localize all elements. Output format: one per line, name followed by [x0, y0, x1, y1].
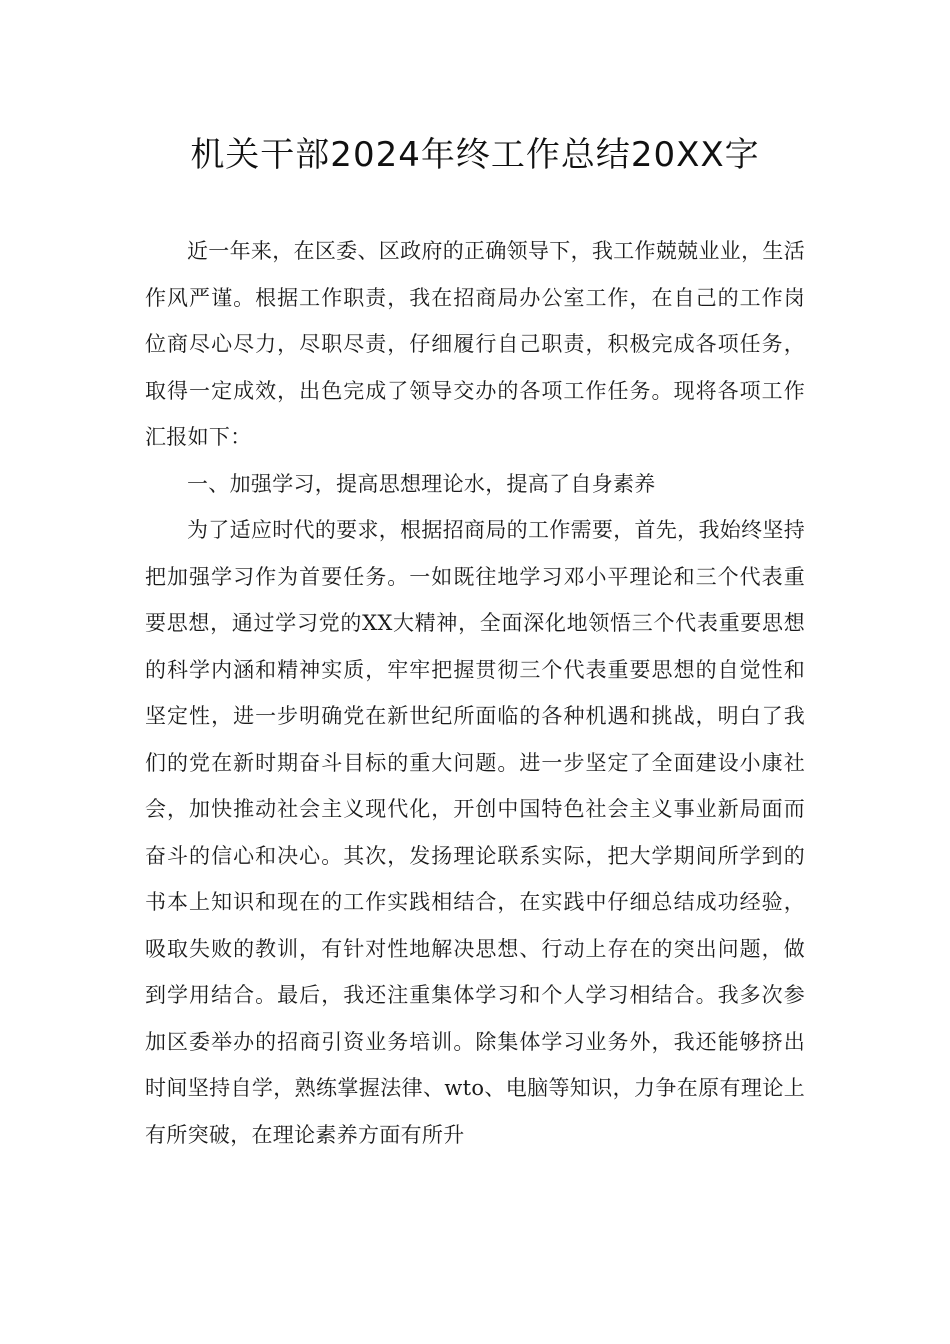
document-body	[145, 228, 805, 1158]
document-title: 机关干部2024年终工作总结20XX字	[190, 135, 760, 175]
section-heading: 一、加强学习，提高思想理论水，提高了自身素养	[187, 471, 656, 496]
intro-paragraph: 近一年来，在区委、区政府的正确领导下，我工作兢兢业业，生活作风严谨。根据工作职责，我在招商局办公室工作，在自己的工作岗位商尽心尽力，尽职尽责，仔细履行自己职责，积极完成各项任务，取得一定成效，出色完成了领导交办的各项工作任务。现将各项工作汇报如下：	[145, 239, 805, 449]
body-paragraph: 为了适应时代的要求，根据招商局的工作需要，首先，我始终坚持把加强学习作为首要任务。一如既往地学习邓小平理论和三个代表重要思想，通过学习党的XX大精神，全面深化地领悟三个代表重要思想的科学内涵和精神实质，牢牢把握贯彻三个代表重要思想的自觉性和坚定性，进一步明确党在新世纪所面临的各种机遇和挑战，明白了我们的党在新时期奋斗目标的重大问题。进一步坚定了全面建设小康社会，加快推动社会主义现代化，开创中国特色社会主义事业新局面而奋斗的信心和决心。其次，发扬理论联系实际，把大学期间所学到的书本上知识和现在的工作实践相结合，在实践中仔细总结成功经验，吸取失败的教训，有针对性地解决思想、行动上存在的突出问题，做到学用结合。最后，我还注重集体学习和个人学习相结合。我多次参加区委举办的招商引资业务培训。除集体学习业务外，我还能够挤出时间坚持自学，熟练掌握法律、wto、电脑等知识，力争在原有理论上有所突破，在理论素养方面有所升	[145, 518, 805, 1147]
